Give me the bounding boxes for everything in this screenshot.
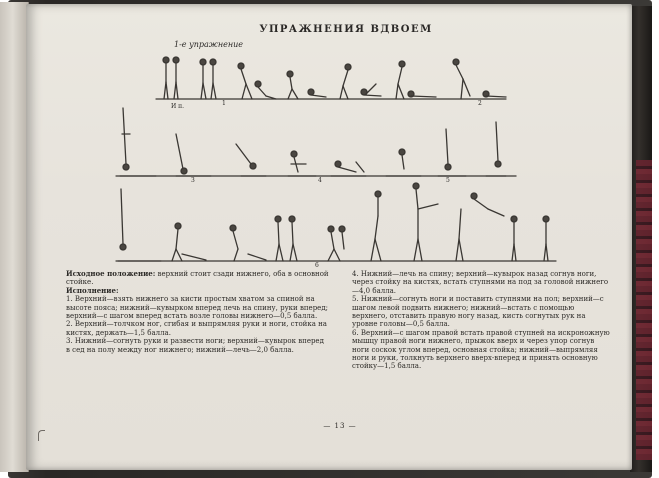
page-number: — 13 —	[323, 422, 357, 430]
text-column-left	[66, 270, 330, 354]
figure-number-1: 1	[222, 100, 226, 107]
start-position-label: Исходное положение:	[66, 269, 156, 278]
start-position-text: верхний стоит сзади нижнего, оба в основной стойке.	[66, 270, 329, 287]
figure-number-6: 6	[315, 262, 319, 269]
text-column-right	[352, 270, 610, 371]
page-title: УПРАЖНЕНИЯ ВДВОЕМ	[259, 24, 433, 35]
figure-number-2: 2	[478, 100, 482, 107]
page-corner-mark	[38, 430, 45, 441]
figure-numbers	[171, 100, 482, 269]
start-marker: И п.	[171, 103, 185, 110]
figures-row-2	[120, 108, 516, 176]
step-6: 6. Верхний—с шагом правой встать правой ступней на искроножную мышцу правой ноги нижнего, прыжок вверх и через упор согнув ноги соскок углом вперед, основная стойка; нижний—выпрямляя ноги и руки, толкнуть верхнего вверх-вперед и принять основную стойку—1,5 балла.	[352, 328, 610, 371]
step-2: 2. Верхний—толчком ног, сгибая и выпрямляя руки и ноги, стойка на кистях, держать—1,5 балла.	[66, 320, 327, 337]
figure-number-4: 4	[318, 177, 322, 184]
step-5: 5. Нижний—согнуть ноги и поставить ступнями на пол; верхний—с шагом левой подвить нижнего; нижний—встать с помощью верхнего, отставить правую ногу назад, кисть согнутых рук на уровне головы—0,5 балла.	[352, 295, 604, 329]
start-position-paragraph	[66, 270, 330, 287]
figures-row-3	[118, 183, 549, 261]
step-4: 4. Нижний—лечь на спину; верхний—кувырок назад согнув ноги, через стойку на кистях, встать ступнями на под за головой нижнего—4,0 балла.	[352, 270, 609, 295]
execution-label: Исполнение:	[66, 285, 119, 295]
exercise-label: 1-е упражнение	[174, 40, 244, 49]
figure-number-3: 3	[191, 177, 195, 184]
right-cover-pattern	[636, 160, 652, 460]
exercise-illustrations	[26, 4, 632, 274]
figures-row-1	[163, 57, 506, 99]
step-1: 1. Верхний—взять нижнего за кисти простым хватом за спиной на высоте пояса; нижний—кувырком вперед лечь на спину, руки вперед; верхний—с шагом вперед встать возле головы нижнего—0,5 балла.	[66, 295, 328, 321]
figure-number-5: 5	[446, 177, 450, 184]
left-page-edge	[0, 2, 29, 472]
step-3: 3. Нижний—согнуть руки и развести ноги; верхний—кувырок вперед в сед на полу между ног нижнего; нижний—лечь—2,0 балла.	[66, 337, 324, 354]
book-page	[26, 4, 632, 470]
